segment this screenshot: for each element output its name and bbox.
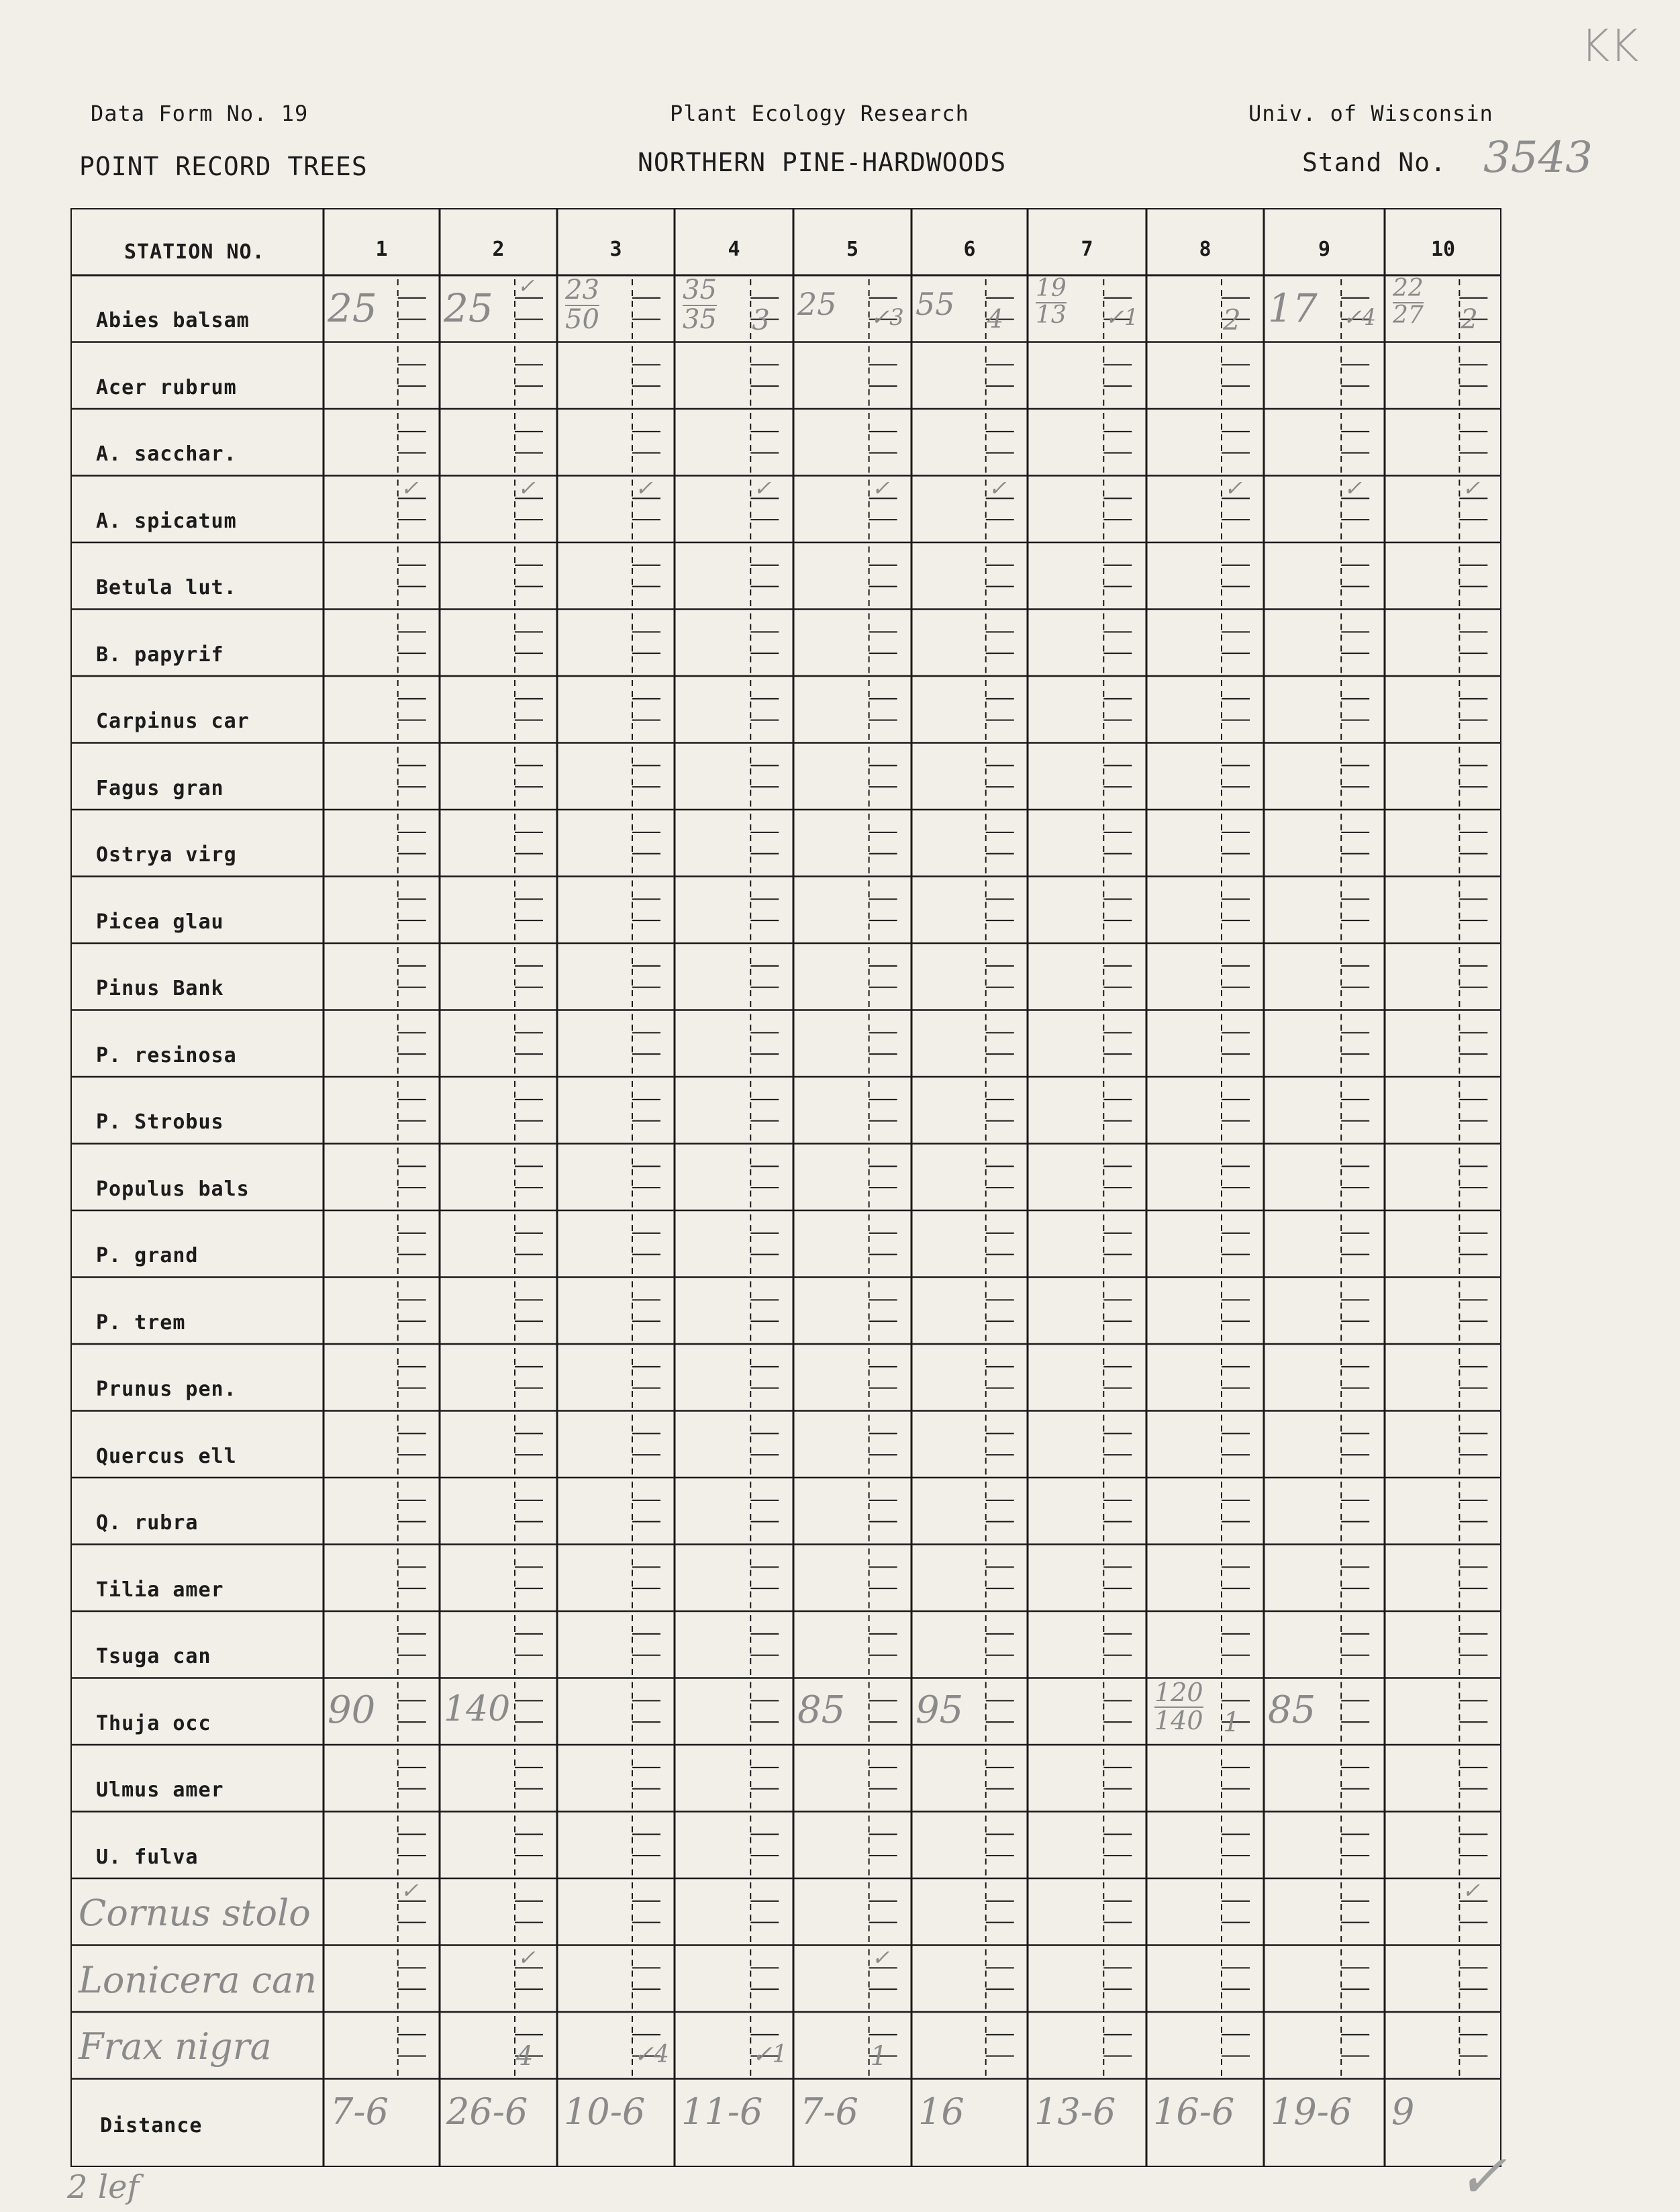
distance-value: 7-6 [330,2090,389,2133]
species-label: Prunus pen. [96,1378,237,1401]
form-number: Data Form No. 19 [91,101,309,126]
distance-value: 10-6 [564,2090,646,2133]
station-column-header: 10 [1430,238,1456,261]
species-label: B. papyrif [96,642,224,667]
station-column-header: 2 [492,238,505,261]
species-label: Pinus Bank [96,977,224,1000]
check-mark: ✓ [871,1944,890,1970]
station-column-header: 3 [609,238,622,261]
stand-number-value: 3543 [1483,133,1593,183]
cell-value [1036,277,1067,328]
cell-value: 95 [916,1688,964,1732]
bottom-right-checkmark: ✓ [1456,2142,1508,2212]
check-mark: ✓ [1462,475,1481,501]
species-label: Ostrya virg [96,843,237,867]
cell-value: 85 [797,1688,846,1732]
university: Univ. of Wisconsin [1248,101,1493,126]
station-column-header: 5 [846,238,859,261]
cell-count: 3 [752,303,770,336]
corner-initials: KK [1581,20,1639,72]
cell-count: ✓1 [1105,304,1139,331]
table-grid-lines [70,208,1501,2167]
cell-count: 1 [1223,1706,1240,1738]
check-mark: ✓ [400,475,419,501]
cell-count: 4 [516,2041,534,2072]
cell-value [683,277,717,333]
check-mark: ✓ [753,475,772,501]
cell-value-upper: 19 [1036,275,1067,302]
cell-value-lower: 27 [1393,301,1424,329]
cell-value: 140 [444,1688,511,1729]
species-label: P. Strobus [96,1110,224,1134]
species-label: Populus bals [96,1177,250,1201]
species-label: Ulmus amer [96,1778,224,1802]
distance-value: 16 [918,2090,965,2133]
species-label: Abies balsam [96,309,250,332]
species-label: A. sacchar. [96,442,237,466]
cell-value-upper: 35 [683,275,717,305]
forest-type-title: NORTHERN PINE-HARDWOODS [638,148,1007,177]
species-label: Acer rubrum [96,375,237,399]
check-mark: ✓ [400,1878,419,1903]
station-column-header: 9 [1318,238,1331,261]
distance-value: 19-6 [1271,2090,1352,2133]
station-column-header: 6 [963,238,976,261]
species-label: Fagus gran [96,776,224,800]
station-column-header: 4 [728,238,740,261]
cell-value-upper: 22 [1393,275,1424,302]
check-mark: ✓ [1344,475,1362,501]
distance-value: 11-6 [681,2090,763,2133]
cell-value: 25 [797,286,837,322]
species-label: Q. rubra [96,1511,199,1535]
cell-value: 55 [916,286,955,322]
species-label: P. resinosa [96,1043,237,1067]
record-type-title: POINT RECORD TREES [79,152,368,181]
check-mark: ✓ [1462,1878,1481,1903]
cell-count: 2 [1223,303,1241,336]
check-mark: ✓ [517,475,536,501]
check-mark: ✓ [988,475,1007,501]
cell-value [565,277,599,333]
cell-count: 1 [870,2041,888,2072]
cell-value: 90 [328,1688,376,1732]
station-column-header: 8 [1199,238,1212,261]
point-record-table [70,208,1501,2167]
cell-value-lower: 50 [565,304,599,335]
species-label: Thuja occ [96,1711,211,1735]
station-column-header: 7 [1081,238,1093,261]
handwritten-species-label: Cornus stolo [79,1892,311,1934]
cell-count: ✓1 [752,2041,788,2068]
species-label: Tsuga can [96,1645,211,1668]
cell-count: ✓4 [1342,304,1377,331]
species-label: Carpinus car [96,710,250,733]
distance-value: 13-6 [1034,2090,1116,2133]
cell-value: 85 [1268,1688,1316,1732]
cell-value-lower: 35 [683,304,717,335]
cell-value: 17 [1268,285,1318,331]
distance-value: 26-6 [446,2090,528,2133]
check-mark: ✓ [517,275,535,298]
cell-value [1393,277,1424,328]
distance-value: 7-6 [800,2090,858,2133]
species-label: P. grand [96,1244,199,1267]
station-column-header: 1 [375,238,388,261]
cell-value [1154,1677,1203,1735]
cell-count: ✓3 [870,304,904,331]
species-label: A. spicatum [96,509,237,533]
species-label: Tilia amer [96,1578,224,1602]
check-mark: ✓ [871,475,890,501]
check-mark: ✓ [1224,475,1242,501]
species-label: U. fulva [96,1845,199,1869]
handwritten-species-label: Lonicera can [79,1958,317,2001]
cell-count: 4 [987,304,1003,334]
distance-label: Distance [100,2113,203,2137]
cell-value: 25 [444,285,493,331]
cell-count: ✓4 [634,2041,670,2068]
cell-value-lower: 13 [1036,301,1067,329]
bottom-left-note: 2 lef [67,2168,140,2206]
check-mark: ✓ [635,475,653,501]
organization: Plant Ecology Research [670,101,969,126]
species-label: Picea glau [96,910,224,934]
stand-number-label: Stand No. [1302,148,1446,177]
handwritten-species-label: Frax nigra [79,2025,272,2068]
check-mark: ✓ [517,1944,536,1970]
species-label: Quercus ell [96,1444,237,1468]
station-number-label: STATION NO. [124,240,265,264]
distance-value: 9 [1391,2090,1415,2133]
cell-value-lower: 140 [1154,1705,1203,1735]
species-label: Betula lut. [96,576,237,599]
cell-count: 2 [1461,304,1478,335]
distance-value: 16-6 [1153,2090,1235,2133]
cell-value: 25 [328,285,377,331]
cell-value-upper: 120 [1154,1677,1203,1707]
cell-value-upper: 23 [565,275,599,305]
species-label: P. trem [96,1310,186,1335]
